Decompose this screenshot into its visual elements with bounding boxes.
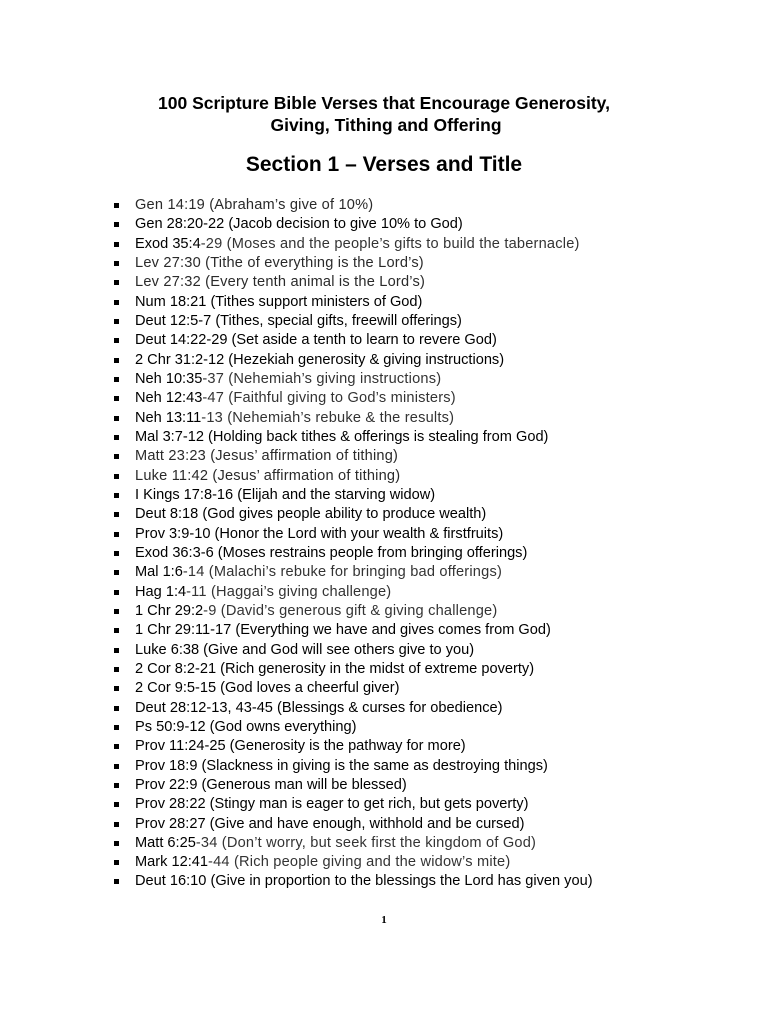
- list-item: [114, 679, 754, 698]
- verse-text: [135, 467, 400, 486]
- title-line-1: 100 Scripture Bible Verses that Encourage Generosity,: [158, 93, 610, 113]
- verse-description: (Hezekiah generosity & giving instructions): [224, 351, 505, 368]
- verse-text: [135, 389, 456, 408]
- list-item: [114, 757, 754, 776]
- verse-reference: Mark 12:41: [135, 854, 209, 871]
- verse-text: [135, 757, 548, 776]
- list-item: [114, 293, 754, 312]
- square-bullet-icon: [114, 222, 119, 227]
- verse-description: (Jesus’ affirmation of tithing): [208, 467, 401, 484]
- square-bullet-icon: [114, 454, 119, 459]
- verse-text: [135, 273, 425, 292]
- verse-description: -11 (Haggai’s giving challenge): [186, 583, 392, 600]
- verse-description: (Give in proportion to the blessings the Lord has given you): [206, 873, 593, 890]
- verse-reference: Neh 12:43: [135, 390, 203, 407]
- verse-reference: Luke 6:38: [135, 641, 200, 658]
- verse-description: (Blessings & curses for obedience): [272, 699, 503, 716]
- verse-text: [135, 525, 503, 544]
- verse-text: [135, 486, 435, 505]
- verse-text: [135, 409, 454, 428]
- verse-text: [135, 853, 510, 872]
- verse-description: (Abraham’s give of 10%): [204, 197, 374, 213]
- list-item: [114, 872, 754, 891]
- list-item: [114, 486, 754, 505]
- verse-reference: Deut 28:12-13, 43-45: [135, 699, 273, 716]
- list-item: [114, 312, 754, 331]
- verse-text: [135, 544, 527, 563]
- verse-description: -37 (Nehemiah’s giving instructions): [202, 370, 442, 387]
- verse-description: (Generosity is the pathway for more): [225, 738, 466, 755]
- square-bullet-icon: [114, 416, 119, 421]
- list-item: [114, 331, 754, 350]
- verse-description: (Tithe of everything is the Lord’s): [200, 254, 424, 271]
- verse-text: [135, 254, 424, 273]
- verse-reference: Neh 13:11: [135, 409, 202, 426]
- list-item: [114, 815, 754, 834]
- verse-text: [135, 331, 497, 350]
- verse-reference: Prov 28:27: [135, 815, 206, 832]
- verse-text: [135, 563, 502, 582]
- list-item: [114, 834, 754, 853]
- verse-reference: 2 Cor 9:5-15: [135, 680, 217, 697]
- list-item: [114, 641, 754, 660]
- verse-description: (Jesus’ affirmation of tithing): [205, 448, 399, 465]
- verse-reference: Num 18:21: [135, 293, 207, 310]
- square-bullet-icon: [114, 435, 119, 440]
- list-item: [114, 795, 754, 814]
- verse-text: [135, 660, 534, 679]
- verse-text: [135, 737, 466, 756]
- list-item: [114, 215, 754, 234]
- list-item: [114, 409, 754, 428]
- square-bullet-icon: [114, 686, 119, 691]
- list-item: [114, 254, 754, 273]
- verse-text: [135, 641, 474, 660]
- verse-reference: Luke 11:42: [135, 467, 209, 484]
- verse-description: (Give and God will see others give to you): [199, 641, 475, 658]
- list-item: [114, 583, 754, 602]
- verse-reference: 2 Chr 31:2-12: [135, 351, 225, 368]
- page-number: 1: [381, 914, 387, 926]
- verse-reference: Prov 28:22: [135, 796, 206, 813]
- verse-description: (Give and have enough, withhold and be cursed): [205, 815, 525, 832]
- verse-description: (Elijah and the starving widow): [233, 486, 436, 503]
- verse-text: [135, 235, 580, 254]
- list-item: [114, 235, 754, 254]
- verse-text: [135, 428, 548, 447]
- verse-text: [135, 699, 503, 718]
- verse-description: (Slackness in giving is the same as destroying things): [197, 757, 548, 774]
- verse-reference: I Kings 17:8-16: [135, 486, 234, 503]
- verse-text: [135, 718, 356, 737]
- square-bullet-icon: [114, 280, 119, 285]
- list-item: [114, 505, 754, 524]
- list-item: [114, 699, 754, 718]
- square-bullet-icon: [114, 493, 119, 498]
- square-bullet-icon: [114, 609, 119, 614]
- square-bullet-icon: [114, 377, 119, 382]
- list-item: [114, 428, 754, 447]
- square-bullet-icon: [114, 474, 119, 479]
- verse-description: -9 (David’s generous gift & giving challenge): [203, 602, 498, 619]
- square-bullet-icon: [114, 319, 119, 324]
- verse-text: [135, 196, 373, 215]
- verse-reference: Exod 35:4: [135, 235, 201, 252]
- verse-reference: Prov 22:9: [135, 776, 198, 793]
- square-bullet-icon: [114, 300, 119, 305]
- verse-description: -13 (Nehemiah’s rebuke & the results): [201, 409, 455, 426]
- square-bullet-icon: [114, 841, 119, 846]
- verse-text: [135, 872, 593, 891]
- square-bullet-icon: [114, 358, 119, 363]
- square-bullet-icon: [114, 802, 119, 807]
- square-bullet-icon: [114, 203, 119, 208]
- verse-reference: 1 Chr 29:2: [135, 602, 204, 619]
- verse-description: (God loves a cheerful giver): [216, 680, 400, 697]
- list-item: [114, 660, 754, 679]
- verse-reference: Deut 8:18: [135, 506, 199, 523]
- verse-reference: Deut 16:10: [135, 873, 207, 890]
- verse-description: (Holding back tithes & offerings is stealing from God): [203, 428, 549, 445]
- square-bullet-icon: [114, 648, 119, 653]
- verse-reference: Prov 18:9: [135, 757, 198, 774]
- verse-text: [135, 351, 504, 370]
- verse-text: [135, 815, 524, 834]
- verse-description: (God owns everything): [205, 718, 357, 735]
- list-item: [114, 563, 754, 582]
- verse-reference: Prov 11:24-25: [135, 738, 226, 755]
- verse-text: [135, 293, 422, 312]
- verse-description: -29 (Moses and the people’s gifts to build the tabernacle): [200, 235, 580, 252]
- verse-reference: Deut 12:5-7: [135, 312, 212, 329]
- verse-text: [135, 215, 463, 234]
- title-line-2: Giving, Tithing and Offering: [270, 115, 502, 135]
- list-item: [114, 853, 754, 872]
- verse-reference: Gen 14:19: [135, 197, 205, 213]
- list-item: [114, 389, 754, 408]
- list-item: [114, 544, 754, 563]
- verse-list: [114, 196, 754, 892]
- verse-description: (Set aside a tenth to learn to revere God): [227, 332, 497, 349]
- verse-text: [135, 621, 551, 640]
- verse-description: (Jacob decision to give 10% to God): [224, 216, 463, 233]
- document-title: [0, 92, 768, 136]
- square-bullet-icon: [114, 860, 119, 865]
- list-item: [114, 525, 754, 544]
- square-bullet-icon: [114, 551, 119, 556]
- verse-description: -47 (Faithful giving to God’s ministers): [202, 390, 456, 407]
- list-item: [114, 737, 754, 756]
- verse-description: (Moses restrains people from bringing offerings): [213, 544, 528, 561]
- square-bullet-icon: [114, 628, 119, 633]
- verse-description: -34 (Don’t worry, but seek first the kingdom of God): [195, 834, 537, 851]
- list-item: [114, 602, 754, 621]
- square-bullet-icon: [114, 590, 119, 595]
- verse-description: (Tithes support ministers of God): [206, 293, 423, 310]
- verse-reference: Lev 27:30: [135, 254, 201, 271]
- square-bullet-icon: [114, 764, 119, 769]
- list-item: [114, 273, 754, 292]
- verse-reference: Mal 3:7-12: [135, 428, 204, 445]
- verse-reference: Exod 36:3-6: [135, 544, 214, 561]
- verse-reference: 2 Cor 8:2-21: [135, 660, 217, 677]
- square-bullet-icon: [114, 822, 119, 827]
- verse-text: [135, 447, 398, 466]
- square-bullet-icon: [114, 725, 119, 730]
- verse-reference: Deut 14:22-29: [135, 332, 228, 349]
- verse-text: [135, 602, 497, 621]
- verse-description: (God gives people ability to produce wealth): [198, 506, 487, 523]
- square-bullet-icon: [114, 706, 119, 711]
- verse-text: [135, 505, 486, 524]
- verse-description: (Stingy man is eager to get rich, but gets poverty): [205, 796, 529, 813]
- verse-reference: Mal 1:6: [135, 564, 183, 581]
- square-bullet-icon: [114, 338, 119, 343]
- list-item: [114, 351, 754, 370]
- verse-description: (Tithes, special gifts, freewill offerings): [211, 312, 462, 329]
- verse-description: (Rich generosity in the midst of extreme poverty): [216, 660, 535, 677]
- verse-reference: Ps 50:9-12: [135, 718, 206, 735]
- verse-reference: Matt 6:25: [135, 834, 196, 851]
- square-bullet-icon: [114, 783, 119, 788]
- list-item: [114, 718, 754, 737]
- verse-description: (Every tenth animal is the Lord’s): [200, 274, 426, 291]
- list-item: [114, 196, 754, 215]
- verse-reference: Gen 28:20-22: [135, 216, 225, 233]
- square-bullet-icon: [114, 744, 119, 749]
- verse-description: (Everything we have and gives comes from God): [231, 622, 551, 639]
- list-item: [114, 776, 754, 795]
- square-bullet-icon: [114, 667, 119, 672]
- verse-description: -14 (Malachi’s rebuke for bringing bad offerings): [182, 564, 502, 581]
- section-heading: Section 1 – Verses and Title: [245, 153, 523, 176]
- verse-text: [135, 795, 528, 814]
- list-item: [114, 467, 754, 486]
- square-bullet-icon: [114, 532, 119, 537]
- list-item: [114, 447, 754, 466]
- verse-reference: 1 Chr 29:11-17: [135, 622, 232, 639]
- verse-description: (Honor the Lord with your wealth & firstfruits): [210, 525, 504, 542]
- square-bullet-icon: [114, 879, 119, 884]
- verse-text: [135, 679, 399, 698]
- list-item: [114, 370, 754, 389]
- square-bullet-icon: [114, 512, 119, 517]
- verse-text: [135, 312, 462, 331]
- square-bullet-icon: [114, 396, 119, 401]
- verse-text: [135, 776, 407, 795]
- verse-text: [135, 834, 536, 853]
- square-bullet-icon: [114, 242, 119, 247]
- verse-reference: Prov 3:9-10: [135, 525, 211, 542]
- verse-reference: Neh 10:35: [135, 370, 203, 387]
- verse-text: [135, 583, 391, 602]
- verse-text: [135, 370, 441, 389]
- list-item: [114, 621, 754, 640]
- verse-description: (Generous man will be blessed): [197, 776, 407, 793]
- square-bullet-icon: [114, 261, 119, 266]
- verse-reference: Matt 23:23: [135, 448, 206, 465]
- verse-reference: Lev 27:32: [135, 274, 201, 291]
- verse-reference: Hag 1:4: [135, 583, 187, 600]
- square-bullet-icon: [114, 570, 119, 575]
- verse-description: -44 (Rich people giving and the widow’s mite): [208, 854, 511, 871]
